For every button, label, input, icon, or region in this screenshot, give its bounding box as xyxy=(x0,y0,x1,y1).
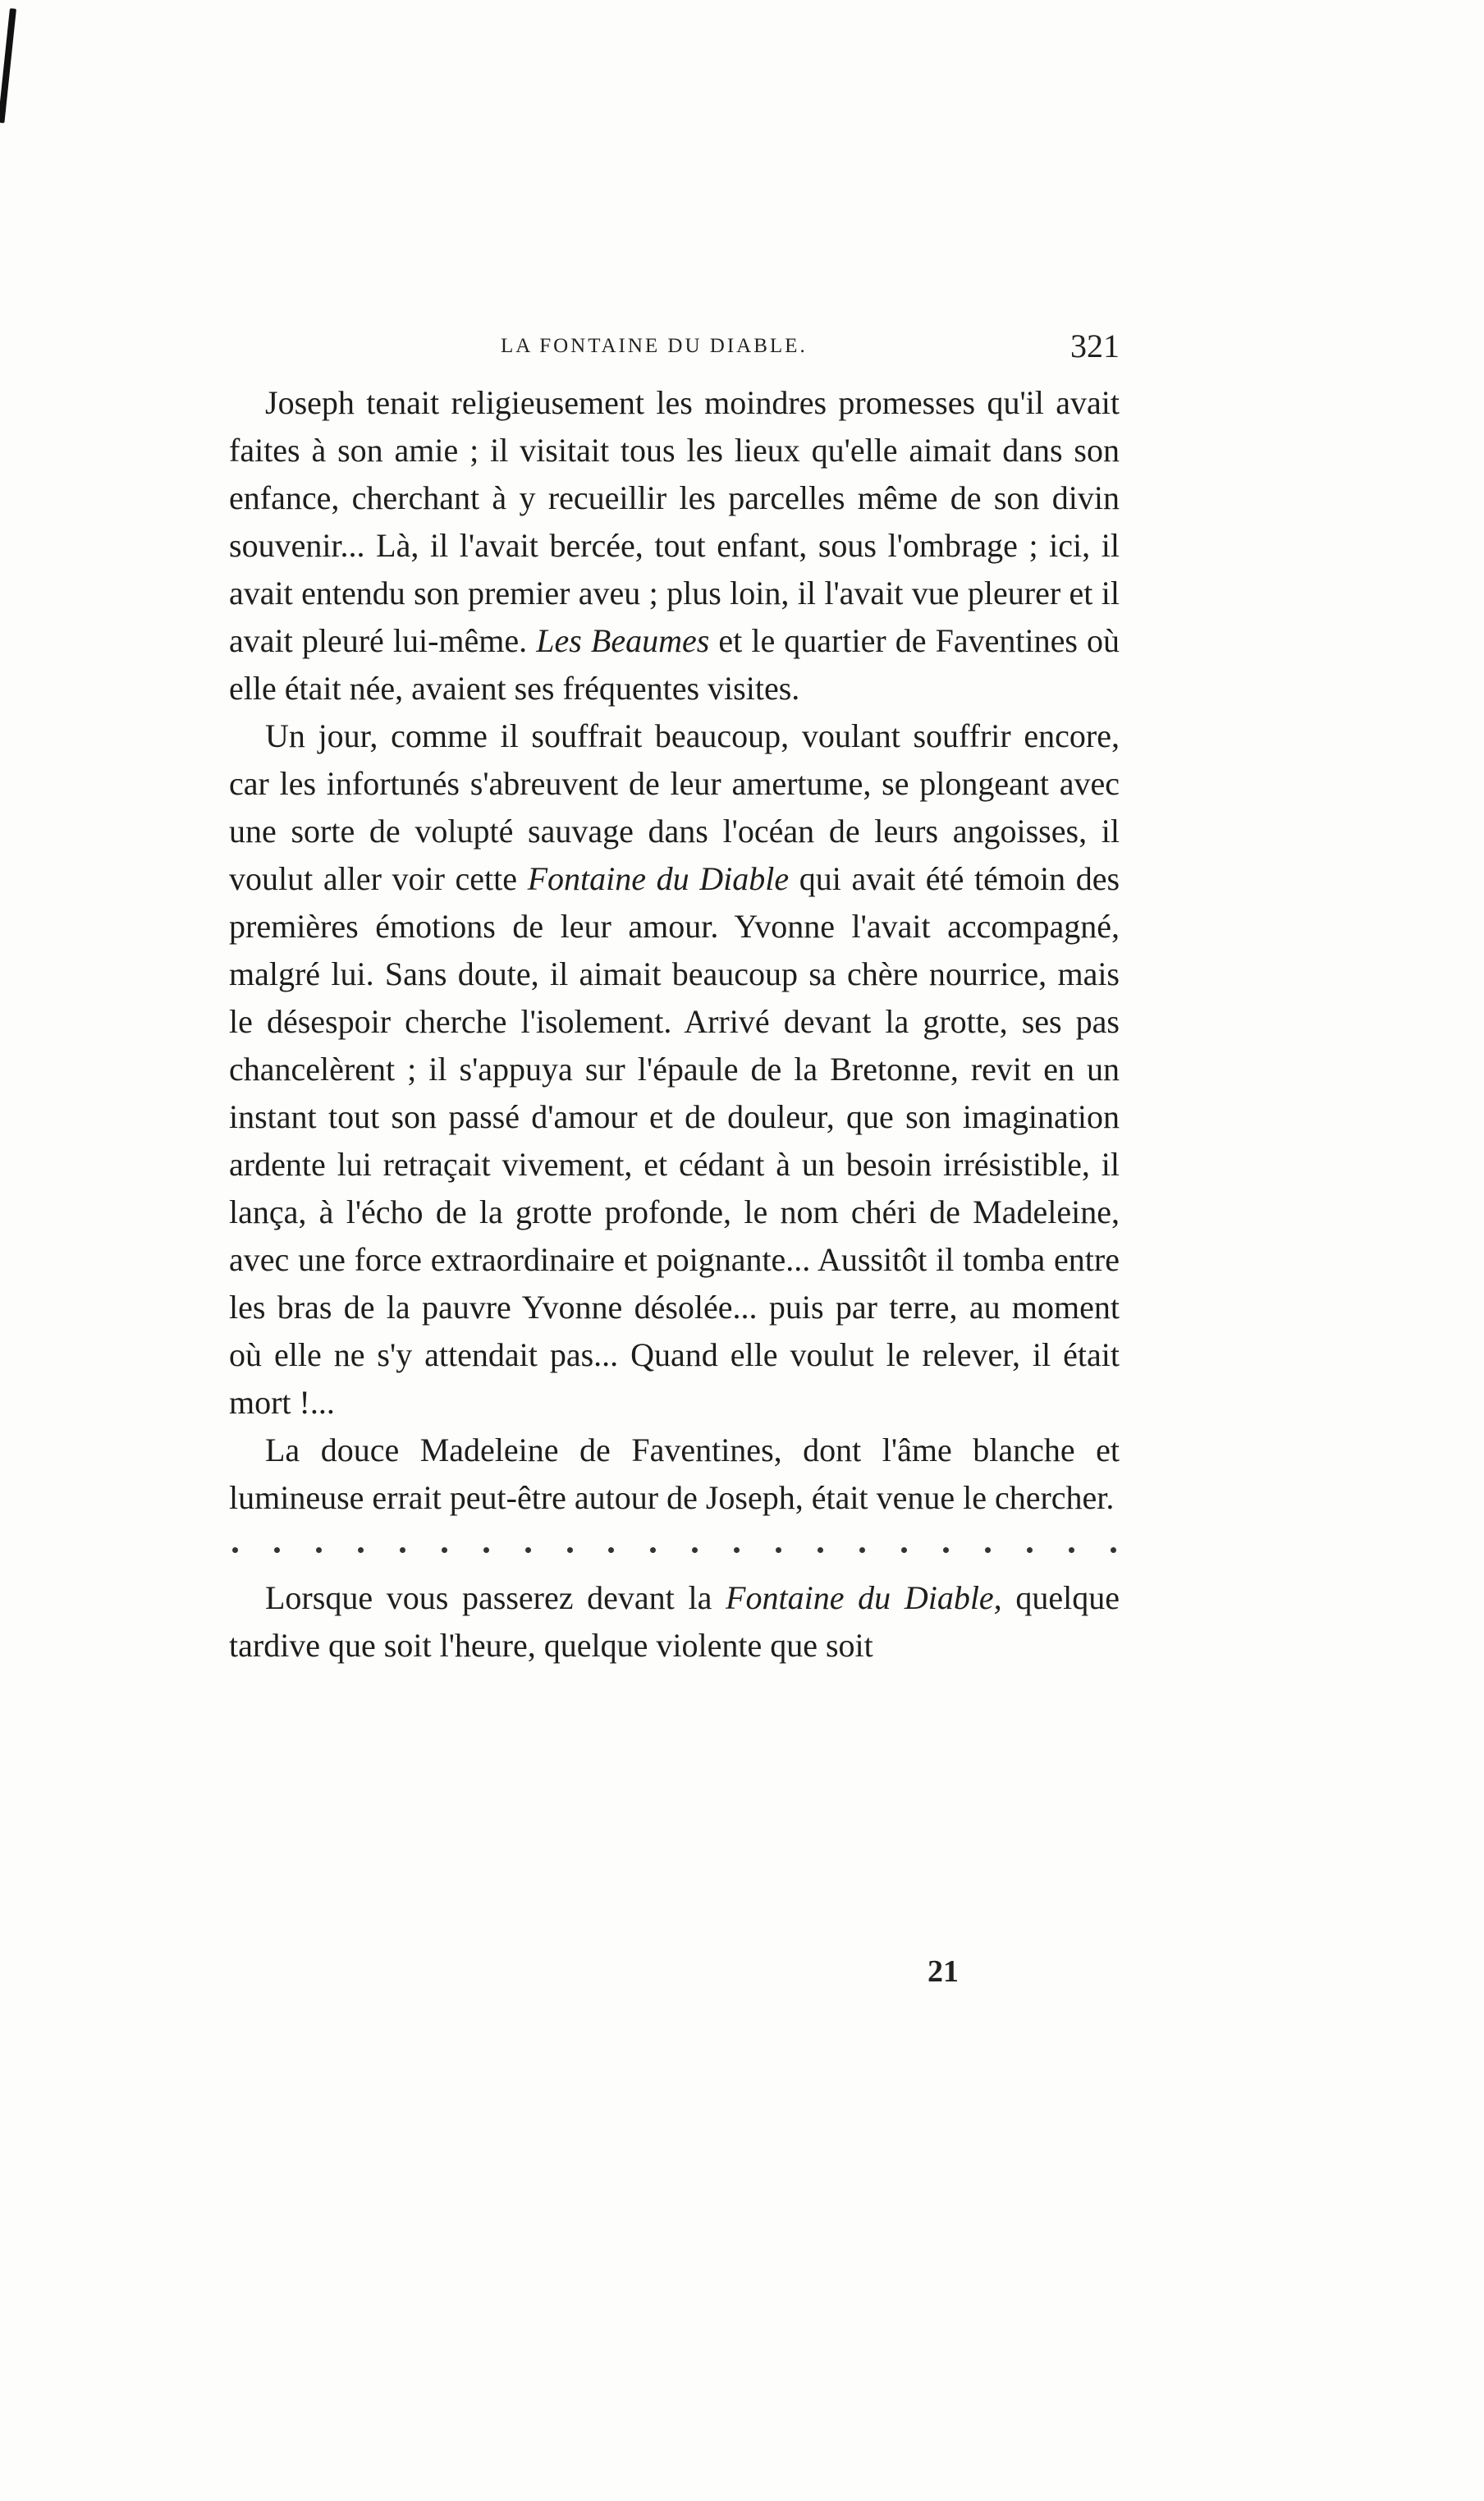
paragraph-1-text-1: Joseph tenait religieusement les moindres promesses qu'il avait faites à son amie ; il visitait tous les lieux qu'elle aimait dans son enfance, cherchant à y recueillir les parcelles même de son divin souvenir... Là, il l'avait bercée, tout enfant, sous l'ombrage ; ici, il avait entendu son premier aveu ; plus loin, il l'avait vue pleurer et il avait pleuré lui-même. xyxy=(229,384,1120,659)
page-number: 321 xyxy=(1070,328,1120,364)
paragraph-2-text-1: Un jour, comme il souffrait beaucoup, voulant souffrir encore, car les infortunés s'abreuvent de leur amertume, se plongeant avec une sorte de volupté sauvage dans l'océan de leurs angoisses, il voulut aller voir cette xyxy=(229,717,1120,897)
paragraph-3 xyxy=(229,1427,1120,1522)
signature-mark: 21 xyxy=(928,1954,959,1989)
paragraph-2 xyxy=(229,712,1120,1427)
running-head xyxy=(229,327,1120,376)
closing-text-1: Lorsque vous passerez devant la xyxy=(265,1579,726,1616)
paragraph-3-text: La douce Madeleine de Faventines, dont l'âme blanche et lumineuse errait peut-être autour de Joseph, était venue le chercher. xyxy=(229,1431,1120,1516)
paragraph-2-text-2: qui avait été témoin des premières émotions de leur amour. Yvonne l'avait accompagné, malgré lui. Sans doute, il aimait beaucoup sa chère nourrice, mais le désespoir cherche l'isolement. Arrivé devant la grotte, ses pas chancelèrent ; il s'appuya sur l'épaule de la Bretonne, revit en un instant tout son passé d'amour et de douleur, que son imagination ardente lui retraçait vivement, et cédant à un besoin irrésistible, il lança, à l'écho de la grotte profonde, le nom chéri de Madeleine, avec une force extraordinaire et poignante... Aussitôt il tomba entre les bras de la pauvre Yvonne désolée... puis par terre, au moment où elle ne s'y attendait pas... Quand elle voulut le relever, il était mort !... xyxy=(229,860,1120,1421)
body-text xyxy=(229,379,1120,1670)
paragraph-1-text-2: et le quartier de Faventines où elle était née, avaient ses fréquentes visites. xyxy=(229,622,1120,707)
paragraph-2-italic-fontaine: Fontaine du Diable xyxy=(527,860,790,897)
paragraph-1-italic-les-beaumes: Les Beaumes xyxy=(536,622,710,659)
page-edge-mark xyxy=(0,8,16,123)
running-title: LA FONTAINE DU DIABLE. xyxy=(501,335,808,357)
paragraph-1 xyxy=(229,379,1120,712)
closing-italic-fontaine: Fontaine du Diable, xyxy=(726,1579,1002,1616)
closing-text-2: quelque tardive que soit l'heure, quelque violente que soit xyxy=(229,1579,1120,1664)
section-break-dots xyxy=(229,1525,1120,1574)
closing-paragraph xyxy=(229,1574,1120,1670)
